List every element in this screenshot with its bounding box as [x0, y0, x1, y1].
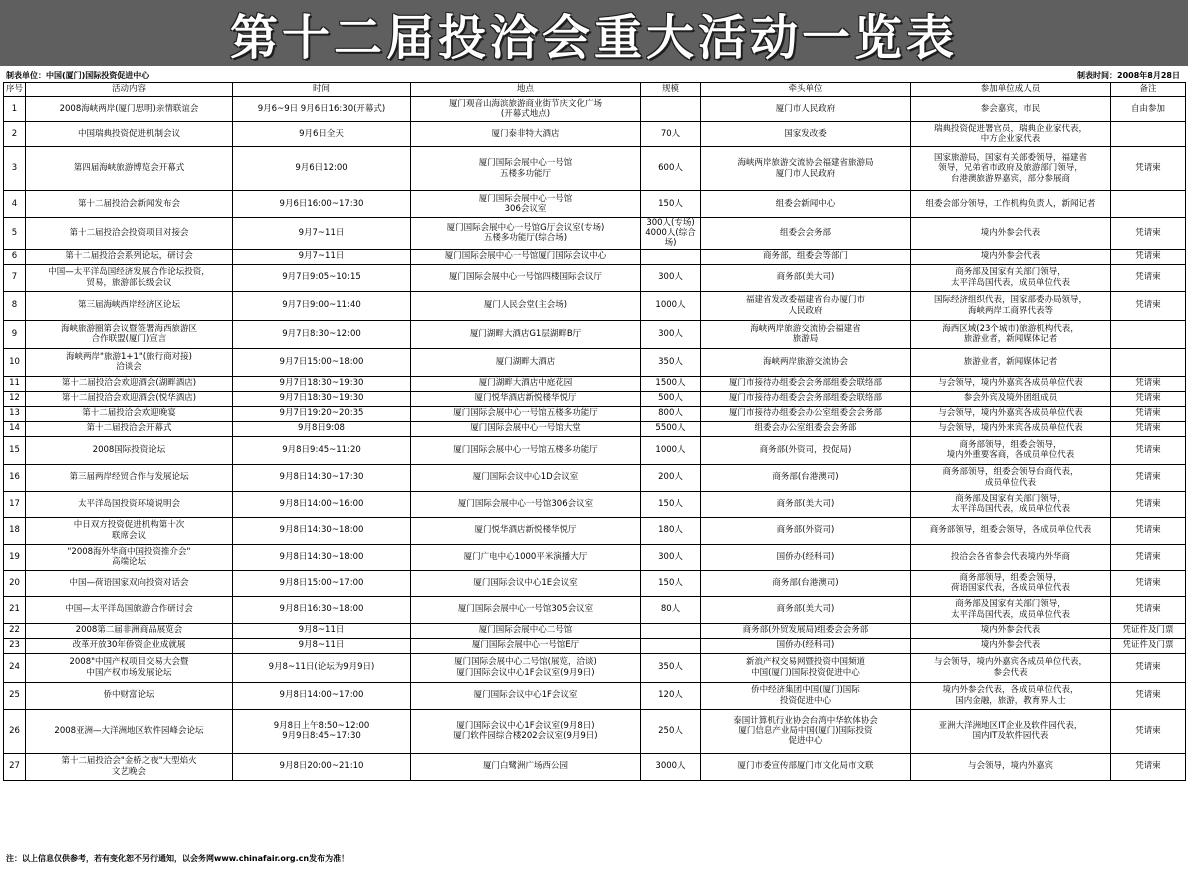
cell-lead: 商务部(外资司，投促局)	[701, 436, 911, 464]
cell-no: 14	[4, 421, 26, 436]
cell-remark: 凭请柬	[1111, 682, 1186, 709]
cell-content: 太平洋岛国投资环境说明会	[26, 491, 233, 517]
header-cell: 时间	[233, 83, 411, 97]
cell-no: 15	[4, 436, 26, 464]
cell-content: 第十二届投洽会欢迎酒会(湖畔酒店)	[26, 376, 233, 391]
cell-lead: 组委会会务部	[701, 218, 911, 250]
cell-time: 9月8日16:30~18:00	[233, 596, 411, 623]
table-row	[4, 753, 1186, 780]
cell-no: 2	[4, 122, 26, 147]
cell-scale	[641, 97, 701, 122]
cell-no: 20	[4, 570, 26, 596]
cell-remark: 凭请柬	[1111, 491, 1186, 517]
cell-remark: 凭证件及门票	[1111, 623, 1186, 638]
cell-scale: 150人	[641, 570, 701, 596]
footer-note: 注：以上信息仅供参考，若有变化恕不另行通知，以会务网www.chinafair.org.cn发布为准！	[6, 854, 350, 863]
cell-lead: 商务部(美大司)	[701, 596, 911, 623]
cell-remark: 凭请柬	[1111, 709, 1186, 753]
cell-lead: 商务部(美大司)	[701, 264, 911, 291]
cell-remark: 自由参加	[1111, 97, 1186, 122]
cell-lead: 海峡两岸旅游交流协会福建省旅游局 厦门市人民政府	[701, 147, 911, 191]
table-row	[4, 249, 1186, 264]
cell-participants: 境内外参会代表，各成员单位代表， 国内金融，旅游，教育界人士	[911, 682, 1111, 709]
cell-place: 厦门国际会展中心一号馆 五楼多功能厅	[411, 147, 641, 191]
cell-place: 厦门泰非特大酒店	[411, 122, 641, 147]
cell-time: 9月8~11日	[233, 623, 411, 638]
cell-no: 27	[4, 753, 26, 780]
cell-participants: 与会领导，境内外来宾各成员单位代表	[911, 421, 1111, 436]
cell-remark: 凭请柬	[1111, 391, 1186, 406]
cell-time: 9月6日12:00	[233, 147, 411, 191]
cell-no: 8	[4, 291, 26, 320]
header-cell: 活动内容	[26, 83, 233, 97]
cell-participants: 海西区域(23个城市)旅游机构代表， 旅游业者，新闻媒体记者	[911, 320, 1111, 348]
cell-remark	[1111, 122, 1186, 147]
table-row	[4, 709, 1186, 753]
cell-place: 厦门白鹭洲广场西公园	[411, 753, 641, 780]
cell-participants: 商务部及国家有关部门领导， 太平洋岛国代表，成员单位代表	[911, 596, 1111, 623]
cell-content: 第十二届投洽会开幕式	[26, 421, 233, 436]
cell-time: 9月7日15:00~18:00	[233, 348, 411, 376]
cell-participants: 旅游业者，新闻媒体记者	[911, 348, 1111, 376]
table-row	[4, 421, 1186, 436]
cell-time: 9月8日14:30~18:00	[233, 544, 411, 570]
cell-scale	[641, 623, 701, 638]
table-row	[4, 653, 1186, 682]
cell-time: 9月7日9:00~11:40	[233, 291, 411, 320]
cell-place: 厦门悦华酒店新悦楼华悦厅	[411, 391, 641, 406]
cell-participants: 与会领导，境内外嘉宾	[911, 753, 1111, 780]
cell-no: 19	[4, 544, 26, 570]
cell-remark: 凭请柬	[1111, 406, 1186, 421]
header-cell: 地点	[411, 83, 641, 97]
cell-content: 中国—荷语国家双向投资对话会	[26, 570, 233, 596]
cell-remark: 凭证件及门票	[1111, 638, 1186, 653]
cell-lead: 商务部(台港澳司)	[701, 464, 911, 491]
table-row	[4, 436, 1186, 464]
cell-time: 9月7日8:30~12:00	[233, 320, 411, 348]
cell-content: "2008海外华商中国投资推介会" 高端论坛	[26, 544, 233, 570]
table-row	[4, 122, 1186, 147]
cell-no: 3	[4, 147, 26, 191]
cell-no: 25	[4, 682, 26, 709]
header-cell: 规模	[641, 83, 701, 97]
cell-remark: 凭请柬	[1111, 249, 1186, 264]
cell-no: 26	[4, 709, 26, 753]
page-title: 第十二届投洽会重大活动一览表	[229, 9, 958, 66]
cell-no: 22	[4, 623, 26, 638]
header-cell: 序号	[4, 83, 26, 97]
cell-lead: 厦门市接待办组委会办公室组委会会务部	[701, 406, 911, 421]
cell-place: 厦门国际会展中心一号馆五楼多功能厅	[411, 406, 641, 421]
cell-place: 厦门国际会议中心1E会议室	[411, 570, 641, 596]
cell-remark: 凭请柬	[1111, 436, 1186, 464]
cell-place: 厦门国际会议中心1F会议室(9月8日) 厦门软件园综合楼202会议室(9月9日)	[411, 709, 641, 753]
cell-content: 第十二届投洽会投资项目对接会	[26, 218, 233, 250]
table-row	[4, 348, 1186, 376]
cell-time: 9月8日15:00~17:00	[233, 570, 411, 596]
cell-participants: 境内外参会代表	[911, 218, 1111, 250]
cell-participants: 与会领导，境内外嘉宾各成员单位代表， 参会代表	[911, 653, 1111, 682]
cell-scale: 800人	[641, 406, 701, 421]
table-row	[4, 406, 1186, 421]
cell-participants: 商务部领导，组委会领导，各成员单位代表	[911, 517, 1111, 544]
cell-scale	[641, 638, 701, 653]
table-row	[4, 376, 1186, 391]
cell-place: 厦门国际会展中心一号馆 306会议室	[411, 191, 641, 218]
cell-content: 海峡旅游圈第会议暨签署海西旅游区 合作联盟(厦门)宣言	[26, 320, 233, 348]
cell-scale: 1000人	[641, 436, 701, 464]
cell-place: 厦门悦华酒店新悦楼华悦厅	[411, 517, 641, 544]
cell-no: 4	[4, 191, 26, 218]
cell-remark: 凭请柬	[1111, 753, 1186, 780]
header-row	[4, 83, 1186, 97]
cell-lead: 组委会办公室组委会会务部	[701, 421, 911, 436]
cell-content: 海峡两岸"旅游1+1"(旅行商对接) 洽谈会	[26, 348, 233, 376]
cell-lead: 福建省发改委福建省台办厦门市 人民政府	[701, 291, 911, 320]
cell-scale: 70人	[641, 122, 701, 147]
cell-content: 中国—太平洋岛国经济发展合作论坛投资， 贸易，旅游部长级会议	[26, 264, 233, 291]
cell-scale: 600人	[641, 147, 701, 191]
cell-remark: 凭请柬	[1111, 464, 1186, 491]
cell-place: 厦门国际会展中心二号馆	[411, 623, 641, 638]
cell-participants: 境内外参会代表	[911, 638, 1111, 653]
cell-content: 2008国际投资论坛	[26, 436, 233, 464]
cell-no: 9	[4, 320, 26, 348]
cell-scale: 3000人	[641, 753, 701, 780]
cell-time: 9月8日上午8:50~12:00 9月9日8:45~17:30	[233, 709, 411, 753]
header-cell: 牵头单位	[701, 83, 911, 97]
cell-content: 改革开放30年侨资企业成就展	[26, 638, 233, 653]
cell-place: 厦门国际会展中心一号馆305会议室	[411, 596, 641, 623]
cell-remark: 凭请柬	[1111, 291, 1186, 320]
cell-no: 12	[4, 391, 26, 406]
header-cell: 备注	[1111, 83, 1186, 97]
cell-participants: 与会领导，境内外嘉宾各成员单位代表	[911, 406, 1111, 421]
cell-scale: 180人	[641, 517, 701, 544]
cell-lead: 国侨办(经科司)	[701, 638, 911, 653]
cell-participants: 商务部及国家有关部门领导， 太平洋岛国代表，成员单位代表	[911, 264, 1111, 291]
cell-place: 厦门湖畔大酒店中庭花园	[411, 376, 641, 391]
cell-content: 第三届两岸经贸合作与发展论坛	[26, 464, 233, 491]
cell-lead: 国侨办(经科司)	[701, 544, 911, 570]
cell-time: 9月7日19:20~20:35	[233, 406, 411, 421]
table-row	[4, 97, 1186, 122]
cell-participants: 投洽会各省参会代表境内外华商	[911, 544, 1111, 570]
cell-time: 9月8日14:30~17:30	[233, 464, 411, 491]
cell-scale: 80人	[641, 596, 701, 623]
table-row	[4, 464, 1186, 491]
cell-scale: 1500人	[641, 376, 701, 391]
cell-remark: 凭请柬	[1111, 653, 1186, 682]
cell-lead: 商务部(台港澳司)	[701, 570, 911, 596]
cell-time: 9月8日14:00~17:00	[233, 682, 411, 709]
table-row	[4, 623, 1186, 638]
cell-participants: 商务部及国家有关部门领导， 太平洋岛国代表，成员单位代表	[911, 491, 1111, 517]
cell-participants: 商务部领导，组委会领导， 荷语国家代表，各成员单位代表	[911, 570, 1111, 596]
cell-no: 6	[4, 249, 26, 264]
cell-lead: 侨中经济集团中国(厦门)国际 投资促进中心	[701, 682, 911, 709]
cell-place: 厦门湖畔大酒店	[411, 348, 641, 376]
cell-no: 24	[4, 653, 26, 682]
cell-place: 厦门国际会展中心一号馆G厅会议室(专场) 五楼多功能厅(综合场)	[411, 218, 641, 250]
cell-time: 9月6日16:00~17:30	[233, 191, 411, 218]
cell-time: 9月8日9:08	[233, 421, 411, 436]
cell-place: 厦门国际会展中心一号馆四楼国际会议厅	[411, 264, 641, 291]
cell-scale: 150人	[641, 191, 701, 218]
compiler-label: 制表单位：中国(厦门)国际投资促进中心	[6, 70, 150, 80]
cell-participants: 组委会部分领导，工作机构负责人，新闻记者	[911, 191, 1111, 218]
cell-participants: 国家旅游局，国家有关部委领导，福建省 领导，兄弟省市政府及旅游部门领导， 台港澳旅游界嘉宾，部分参展商	[911, 147, 1111, 191]
cell-no: 23	[4, 638, 26, 653]
cell-lead: 商务部(外贸发展局)组委会会务部	[701, 623, 911, 638]
cell-scale: 300人	[641, 320, 701, 348]
table-row	[4, 320, 1186, 348]
cell-content: 第三届海峡西岸经济区论坛	[26, 291, 233, 320]
cell-no: 10	[4, 348, 26, 376]
cell-lead: 商务部，组委会等部门	[701, 249, 911, 264]
cell-time: 9月8~11日(论坛为9月9日)	[233, 653, 411, 682]
cell-content: 中国—太平洋岛国旅游合作研讨会	[26, 596, 233, 623]
table-row	[4, 264, 1186, 291]
cell-time: 9月8日9:45~11:20	[233, 436, 411, 464]
cell-participants: 境内外参会代表	[911, 623, 1111, 638]
cell-scale: 1000人	[641, 291, 701, 320]
cell-no: 21	[4, 596, 26, 623]
cell-remark	[1111, 191, 1186, 218]
cell-time: 9月7~11日	[233, 249, 411, 264]
cell-place: 厦门国际会展中心一号馆E厅	[411, 638, 641, 653]
cell-scale: 300人	[641, 264, 701, 291]
cell-remark: 凭请柬	[1111, 596, 1186, 623]
table-row	[4, 682, 1186, 709]
cell-lead: 厦门市人民政府	[701, 97, 911, 122]
cell-lead: 新浪产权交易网暨投资中国频道 中国(厦门)国际投资促进中心	[701, 653, 911, 682]
cell-participants: 境内外参会代表	[911, 249, 1111, 264]
cell-scale: 150人	[641, 491, 701, 517]
cell-scale	[641, 249, 701, 264]
cell-participants: 瑞典投资促进署官员，瑞典企业家代表， 中方企业家代表	[911, 122, 1111, 147]
cell-content: 第四届海峡旅游博览会开幕式	[26, 147, 233, 191]
table-row	[4, 147, 1186, 191]
cell-content: 第十二届投洽会新闻发布会	[26, 191, 233, 218]
table-row	[4, 218, 1186, 250]
table-row	[4, 596, 1186, 623]
cell-place: 厦门人民会堂(主会场)	[411, 291, 641, 320]
table-row	[4, 291, 1186, 320]
activities-table	[3, 82, 1186, 781]
cell-no: 1	[4, 97, 26, 122]
cell-content: 侨中财富论坛	[26, 682, 233, 709]
table-row	[4, 517, 1186, 544]
table-row	[4, 570, 1186, 596]
table-row	[4, 191, 1186, 218]
cell-participants: 与会领导，境内外嘉宾各成员单位代表	[911, 376, 1111, 391]
cell-content: 第十二届投洽会欢迎酒会(悦华酒店)	[26, 391, 233, 406]
cell-time: 9月8日14:00~16:00	[233, 491, 411, 517]
cell-lead: 组委会新闻中心	[701, 191, 911, 218]
cell-scale: 350人	[641, 653, 701, 682]
cell-participants: 国际经济组织代表，国家部委办局领导， 海峡两岸工商界代表等	[911, 291, 1111, 320]
cell-time: 9月6日全天	[233, 122, 411, 147]
table-row	[4, 491, 1186, 517]
cell-scale: 300人(专场) 4000人(综合场)	[641, 218, 701, 250]
cell-participants: 商务部领导，组委会领导台商代表， 成员单位代表	[911, 464, 1111, 491]
title-banner	[0, 0, 1188, 66]
cell-participants: 商务部领导，组委会领导， 境内外重要客商，各成员单位代表	[911, 436, 1111, 464]
cell-no: 16	[4, 464, 26, 491]
cell-place: 厦门国际会展中心一号馆五楼多功能厅	[411, 436, 641, 464]
cell-content: 第十二届投洽会"金桥之夜"大型焰火 文艺晚会	[26, 753, 233, 780]
cell-remark: 凭请柬	[1111, 147, 1186, 191]
cell-scale: 300人	[641, 544, 701, 570]
cell-time: 9月8~11日	[233, 638, 411, 653]
cell-scale: 5500人	[641, 421, 701, 436]
cell-no: 13	[4, 406, 26, 421]
cell-lead: 商务部(外资司)	[701, 517, 911, 544]
cell-remark: 凭请柬	[1111, 218, 1186, 250]
cell-remark: 凭请柬	[1111, 421, 1186, 436]
cell-lead: 国家发改委	[701, 122, 911, 147]
cell-lead: 厦门市接待办组委会会务部组委会联络部	[701, 391, 911, 406]
cell-no: 5	[4, 218, 26, 250]
cell-place: 厦门国际会展中心一号馆大堂	[411, 421, 641, 436]
cell-remark: 凭请柬	[1111, 264, 1186, 291]
cell-remark: 凭请柬	[1111, 376, 1186, 391]
cell-time: 9月7~11日	[233, 218, 411, 250]
cell-place: 厦门湖畔大酒店G1层湖畔B厅	[411, 320, 641, 348]
cell-scale: 250人	[641, 709, 701, 753]
table-body	[4, 97, 1186, 781]
cell-content: 第十二届投洽会系列论坛，研讨会	[26, 249, 233, 264]
cell-time: 9月7日9:05~10:15	[233, 264, 411, 291]
cell-scale: 500人	[641, 391, 701, 406]
cell-place: 厦门国际会展中心一号馆306会议室	[411, 491, 641, 517]
table-row	[4, 638, 1186, 653]
cell-time: 9月8日20:00~21:10	[233, 753, 411, 780]
cell-place: 厦门广电中心1000平米演播大厅	[411, 544, 641, 570]
cell-no: 17	[4, 491, 26, 517]
cell-remark	[1111, 320, 1186, 348]
cell-content: 中国瑞典投资促进机制会议	[26, 122, 233, 147]
cell-time: 9月7日18:30~19:30	[233, 391, 411, 406]
cell-time: 9月7日18:30~19:30	[233, 376, 411, 391]
cell-time: 9月6~9日 9月6日16:30(开幕式)	[233, 97, 411, 122]
cell-participants: 亚洲大洋洲地区IT企业及软件园代表， 国内IT及软件园代表	[911, 709, 1111, 753]
meta-line	[6, 68, 1182, 82]
cell-place: 厦门观音山海滨旅游商业街节庆文化广场 (开幕式地点)	[411, 97, 641, 122]
cell-lead: 泰国计算机行业协会台湾中华软体协会 厦门信息产业局中国(厦门)国际投资 促进中心	[701, 709, 911, 753]
cell-participants: 参会外宾及境外团组成员	[911, 391, 1111, 406]
cell-lead: 海峡两岸旅游交流协会福建省 旅游局	[701, 320, 911, 348]
cell-time: 9月8日14:30~18:00	[233, 517, 411, 544]
header-cell: 参加单位成人员	[911, 83, 1111, 97]
cell-place: 厦门国际会展中心二号馆(展览，洽谈) 厦门国际会议中心1F会议室(9月9日)	[411, 653, 641, 682]
table-row	[4, 544, 1186, 570]
cell-remark: 凭请柬	[1111, 544, 1186, 570]
cell-no: 18	[4, 517, 26, 544]
cell-lead: 厦门市委宣传部厦门市文化局市文联	[701, 753, 911, 780]
cell-participants: 参会嘉宾，市民	[911, 97, 1111, 122]
cell-scale: 200人	[641, 464, 701, 491]
cell-content: 2008"中国产权项目交易大会暨 中国产权市场发展论坛	[26, 653, 233, 682]
cell-lead: 海峡两岸旅游交流协会	[701, 348, 911, 376]
cell-place: 厦门国际会展中心一号馆厦门国际会议中心	[411, 249, 641, 264]
cell-content: 2008亚洲—大洋洲地区软件园峰会论坛	[26, 709, 233, 753]
cell-scale: 120人	[641, 682, 701, 709]
cell-place: 厦门国际会议中心1F会议室	[411, 682, 641, 709]
date-label: 制表时间：2008年8月28日	[1077, 70, 1180, 80]
cell-place: 厦门国际会议中心1D会议室	[411, 464, 641, 491]
cell-scale: 350人	[641, 348, 701, 376]
cell-content: 第十二届投洽会欢迎晚宴	[26, 406, 233, 421]
cell-remark: 凭请柬	[1111, 517, 1186, 544]
cell-remark	[1111, 348, 1186, 376]
table-row	[4, 391, 1186, 406]
cell-content: 中日双方投资促进机构第十次 联席会议	[26, 517, 233, 544]
cell-lead: 厦门市接待办组委会会务部组委会联络部	[701, 376, 911, 391]
cell-content: 2008第二届非洲商品展览会	[26, 623, 233, 638]
cell-no: 11	[4, 376, 26, 391]
cell-lead: 商务部(美大司)	[701, 491, 911, 517]
cell-remark: 凭请柬	[1111, 570, 1186, 596]
cell-no: 7	[4, 264, 26, 291]
cell-content: 2008海峡两岸(厦门思明)亲情联谊会	[26, 97, 233, 122]
